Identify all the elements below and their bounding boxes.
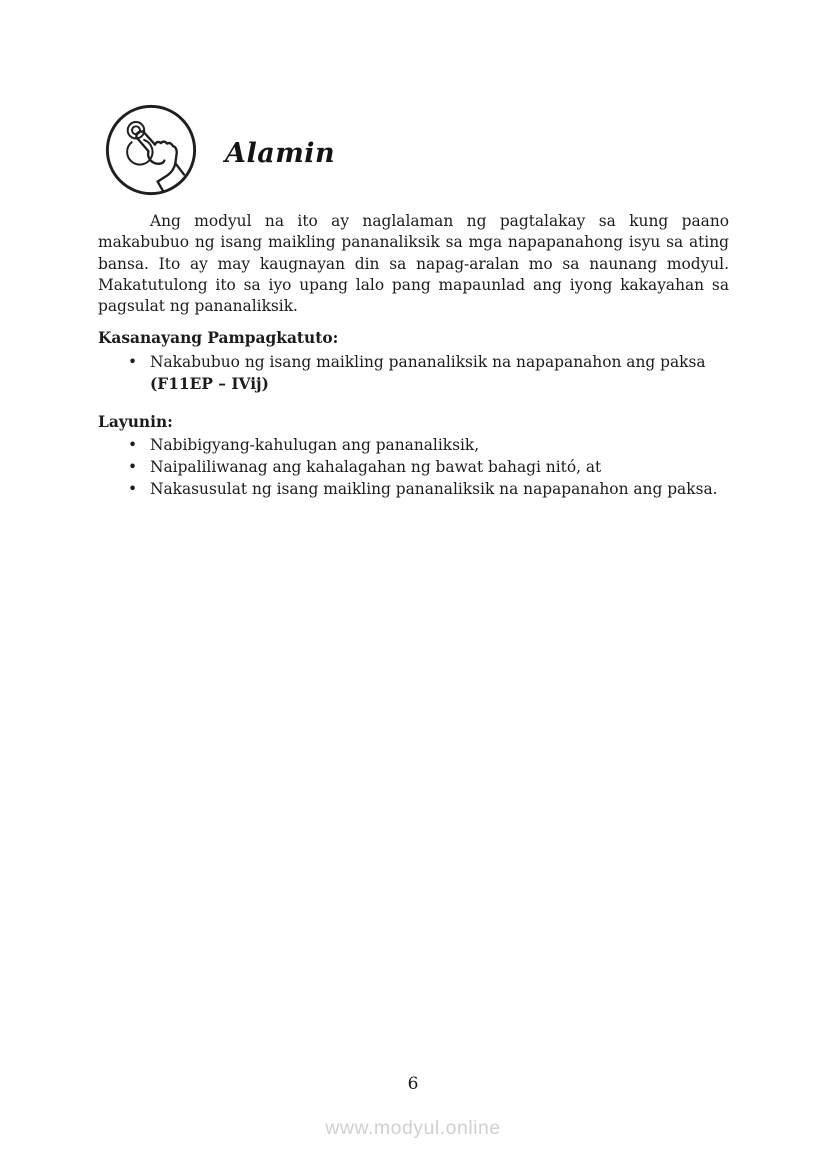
- layunin-item-text: Nabibigyang-kahulugan ang pananaliksik,: [150, 436, 480, 455]
- list-item: [98, 478, 729, 500]
- layunin-item-text: Nakasusulat ng isang maikling pananaliksik na napapanahon ang paksa.: [150, 480, 718, 499]
- watermark: www.modyul.online: [325, 1117, 501, 1139]
- list-item: [98, 351, 729, 395]
- intro-paragraph: Ang modyul na ito ay naglalaman ng pagtalakay sa kung paano makabubuo ng isang maikling pananaliksik sa mga napapanahong isyu sa ating bansa. Ito ay may kaugnayan din sa napag-aralan mo sa naunang modyul. Makatutulong ito sa iyo upang lalo pang mapaunlad ang iyong kakayahan sa pagsulat ng pananaliksik.: [98, 212, 729, 316]
- layunin-item-text: Naipaliliwanag ang kahalagahan ng bawat bahagi nitó, at: [150, 458, 602, 477]
- layunin-list: [98, 434, 729, 500]
- section-header: [104, 103, 335, 197]
- page-content: [98, 211, 729, 500]
- kasanayan-item-code: (F11EP – IVij): [150, 374, 269, 393]
- kasanayan-heading: Kasanayang Pampagkatuto:: [98, 329, 339, 348]
- list-item: [98, 434, 729, 456]
- kasanayan-list: [98, 351, 729, 395]
- kasanayan-item-text: Nakabubuo ng isang maikling pananaliksik na napapanahon ang paksa: [150, 352, 706, 371]
- list-item: [98, 456, 729, 478]
- page-title: Alamin: [225, 137, 336, 169]
- layunin-heading: Layunin:: [98, 412, 173, 431]
- tap-hand-icon: [104, 103, 198, 197]
- page-number: 6: [407, 1074, 419, 1094]
